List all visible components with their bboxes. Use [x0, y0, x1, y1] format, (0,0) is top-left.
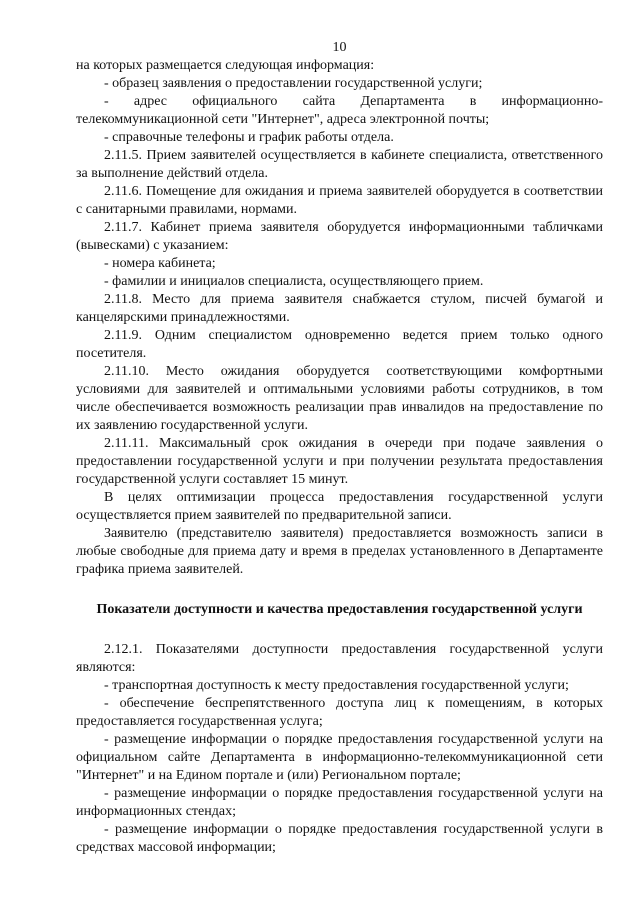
- paragraph: 2.12.1. Показателями доступности предоставления государственной услуги являются:: [76, 642, 603, 675]
- paragraphs-after-heading: [76, 641, 603, 857]
- paragraph: В целях оптимизации процесса предоставления государственной услуги осуществляется прием заявителей по предварительной записи.: [76, 490, 603, 523]
- paragraph: 2.11.11. Максимальный срок ожидания в очереди при подаче заявления о предоставлении государственной услуги и при получении результата предоставления государственной услуги составляет 15 минут.: [76, 436, 603, 487]
- paragraph: - транспортная доступность к месту предоставления государственной услуги;: [104, 678, 569, 693]
- paragraph: 2.11.9. Одним специалистом одновременно ведется прием только одного посетителя.: [76, 328, 603, 361]
- section-heading: Показатели доступности и качества предоставления государственной услуги: [96, 602, 583, 617]
- paragraph: - адрес официального сайта Департамента в информационно-телекоммуникационной сети "Интернет", адреса электронной почты;: [76, 94, 603, 127]
- paragraph: - образец заявления о предоставлении государственной услуги;: [104, 76, 483, 91]
- paragraph: - фамилии и инициалов специалиста, осуществляющего прием.: [104, 274, 484, 289]
- paragraph: 2.11.7. Кабинет приема заявителя оборудуется информационными табличками (вывесками) с указанием:: [76, 220, 603, 253]
- paragraph: 2.11.5. Прием заявителей осуществляется в кабинете специалиста, ответственного за выполнение действий отдела.: [76, 148, 603, 181]
- paragraph: Заявителю (представителю заявителя) предоставляется возможность записи в любые свободные для приема дату и время в пределах установленного в Департаменте графика приема заявителей.: [76, 526, 603, 577]
- paragraph: 2.11.8. Место для приема заявителя снабжается стулом, писчей бумагой и канцелярскими принадлежностями.: [76, 292, 603, 325]
- paragraph: 2.11.10. Место ожидания оборудуется соответствующими комфортными условиями для заявителей и оптимальными условиями работы сотрудников, в том числе обеспечивается возможность реализации прав инвалидов на предоставление по их заявлению государственной услуги.: [76, 364, 603, 433]
- paragraph: - размещение информации о порядке предоставления государственной услуги на информационных стендах;: [76, 786, 603, 819]
- paragraph: 2.11.6. Помещение для ожидания и приема заявителей оборудуется в соответствии с санитарными правилами, нормами.: [76, 184, 603, 217]
- paragraphs-before-heading: [76, 57, 603, 579]
- paragraph: - номера кабинета;: [104, 256, 216, 271]
- paragraph: - размещение информации о порядке предоставления государственной услуги в средствах массовой информации;: [76, 822, 603, 855]
- document-page: [76, 39, 603, 857]
- paragraph: на которых размещается следующая информация:: [76, 58, 375, 73]
- paragraph: - размещение информации о порядке предоставления государственной услуги на официальном сайте Департамента в информационно-телекоммуникационной сети "Интернет" и на Едином портале и (или) Региональном портале;: [76, 732, 603, 783]
- paragraph: - справочные телефоны и график работы отдела.: [104, 130, 394, 145]
- paragraph: - обеспечение беспрепятственного доступа лиц к помещениям, в которых предоставляется государственная услуга;: [76, 696, 603, 729]
- page-number: 10: [332, 40, 347, 55]
